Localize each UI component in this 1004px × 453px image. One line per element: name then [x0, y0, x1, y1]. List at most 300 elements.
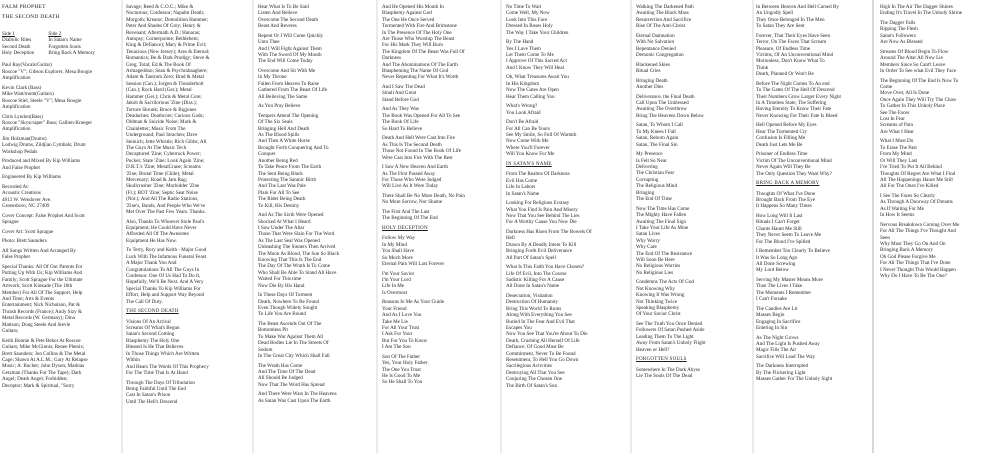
text-line: Chris Lyndon(Bass) [2, 113, 43, 120]
stanza [258, 68, 370, 100]
text-line: For All Your Trust [382, 324, 420, 331]
text-line: I Take Your Life As Mine [636, 224, 689, 231]
stanza [636, 78, 750, 91]
text-line: Satan, Reborn Again [636, 135, 679, 142]
fold-line [752, 0, 754, 453]
text-line: The Birth Of Satan's Son [506, 382, 558, 389]
text-line: And I Will Fight Against Them [258, 45, 322, 52]
lyrics-column [506, 4, 626, 392]
text-line: Special Thanks: All Of Our Parents For [2, 264, 83, 271]
text-line: Or Will They Last [880, 157, 918, 164]
text-line: All Done In Satan's Name [506, 283, 560, 290]
text-line: Member) For All Of The Support, Help [2, 289, 83, 296]
text-line: He Is Good To Me [382, 373, 421, 379]
text-line: Unleashing The Sinners Then Arrived [258, 244, 336, 251]
text-line: I See The Faces So Clearly [880, 192, 936, 199]
fold-line [500, 0, 502, 453]
stanza [756, 277, 868, 303]
stanza [258, 391, 370, 404]
text-line: Away From Satan's Unholy Flight [636, 340, 706, 347]
stanza [126, 247, 248, 305]
text-line: They Once Belonged In The Men [756, 16, 825, 23]
text-line: Bring The Heavens Down Below [636, 112, 704, 119]
text-line: Afforded All Of The Awesome [126, 231, 189, 238]
text-line: Unto Thee [258, 39, 280, 46]
text-line: Leading Them To The Light [636, 333, 694, 340]
stanza [880, 78, 1002, 136]
text-line: The One He Once Served [382, 16, 435, 23]
fold-line [376, 0, 378, 453]
text-line: Listen And Believe [258, 10, 298, 17]
text-line: Around The Altar All Now Lie [880, 55, 943, 62]
stanza [506, 293, 626, 389]
stanza [506, 39, 626, 71]
text-line: Sodom [258, 346, 273, 353]
text-line: King & Defiance); Mary & Prime Evil; [126, 42, 207, 49]
text-line: The Moments I Remember [756, 289, 812, 296]
text-line: It Was So Long Ago [756, 254, 798, 261]
text-line: In These Days Of Torment [258, 292, 313, 299]
text-line: Until The Hell's Descend [126, 398, 178, 405]
text-line: Are Now As Blessed [880, 39, 923, 46]
text-line: Along With Everything You See [506, 312, 572, 319]
text-line: Terror, On The Faces That Scream [756, 39, 827, 46]
text-line: Now That The Word Has Spread [258, 381, 325, 388]
text-line: You Shall Have [382, 248, 415, 255]
text-line: Pleasure, Of Endless Time [756, 45, 811, 52]
page-seam [872, 0, 874, 453]
text-line: With The Sword Of My Mouth [258, 52, 322, 59]
text-line: In My Mind [382, 241, 407, 248]
text-line: To Terry, Rory and Keith - Major Good [126, 247, 207, 254]
text-line: Son Of The Father [382, 353, 420, 360]
text-line: As The Night Grows [756, 334, 799, 341]
text-line: Masses Begin [756, 312, 785, 319]
text-line: In Satan's Name [506, 190, 540, 197]
text-line: Rituals I Can't Forget [756, 219, 800, 226]
text-line: Tenacious (New Jersey); Ares & Eternal; [126, 48, 210, 55]
text-line: Gathered From The Beast Of Life [258, 87, 328, 94]
text-line: Death, Planned Or Won't Be [756, 71, 814, 78]
text-line: Not Thinking Twice [636, 298, 678, 305]
text-line: Magic Fills The Air [756, 347, 797, 354]
track-title: Diabolic Rites [2, 37, 32, 44]
song-title: HOLY DECEPTION [382, 224, 428, 231]
stanza [756, 81, 868, 119]
text-line: Jakob & Sacrilorious 'Zine (Diss.); [126, 100, 197, 107]
text-line: Are What I Hear [880, 128, 914, 135]
text-line: Lie The Souls Of The Dead [636, 373, 693, 379]
text-line: I'm Your Lord [382, 276, 411, 283]
stanza [756, 306, 868, 332]
text-line: Dressed In Roses Holy [506, 23, 553, 30]
text-line: Followers Of Satan Pushed Aside [636, 327, 705, 334]
text-line: Chainletter; Music From The [126, 125, 186, 132]
text-line: Hear What Is To Be Said [258, 4, 309, 10]
stanza [258, 103, 370, 109]
text-line: Beast And Reveres [258, 23, 297, 30]
text-line: Screams Of What's Begun [126, 325, 180, 332]
text-line: Equipment; He Could Have Never [126, 225, 197, 231]
text-line: Bringing [636, 189, 655, 196]
text-line: Luck With The Infamous Funeral Feast [126, 253, 207, 260]
text-line: Keith Bonnie & Pete Bekor At Roscoe [2, 337, 81, 344]
text-line: And He Opened His Mouth In [382, 4, 444, 10]
text-line: Victims, Of An Unconventional Mind [756, 52, 834, 59]
text-line: Angel; Death Angel; Forbidden; [2, 376, 68, 383]
tracklist [2, 31, 120, 57]
text-line: Satan's Followers [880, 32, 916, 39]
text-line: To My Knees I Fall [636, 128, 676, 135]
text-line: No Time To Wait [506, 4, 542, 10]
text-line: With No Salvation [636, 39, 674, 46]
album-title: THE SECOND DEATH [2, 13, 60, 20]
text-line: Reasons In Me As Your Guide [382, 299, 444, 306]
text-line: False Prophet [2, 254, 30, 261]
text-line: Blasphemy The Holy One [126, 337, 180, 344]
text-line: Eternal Damnation [636, 32, 675, 39]
text-line: To Erase The Past [880, 144, 917, 151]
text-line: Acoustic Creations [2, 190, 41, 197]
text-line: To Make War Against Them All [258, 333, 324, 340]
lyrics-column [880, 4, 1002, 283]
text-line: Look Into This Face [506, 16, 548, 23]
text-line: The Rider Being Death [258, 196, 306, 203]
stanza [756, 4, 868, 30]
text-line: Bottomless Pit [258, 327, 288, 334]
text-line: In His Kingdom [506, 80, 540, 87]
text-line: Cast In Satan's Prison [126, 392, 171, 399]
text-line: I Saw A New Heaven And Earth [382, 164, 448, 171]
text-line: You Look Afraid [506, 109, 541, 116]
track-title: Bring Back A Memory [48, 50, 95, 56]
text-line: D.R.T.'s 'Zine; MetalCrane; Screams [126, 164, 201, 171]
text-line: Greg; Total; Ed & The Book Of [126, 61, 191, 68]
stanza [506, 4, 626, 36]
stanza [636, 151, 750, 202]
text-line: I've Tried To Put It All Behind [880, 164, 942, 171]
text-line: To Take Peace From The Earth [258, 164, 322, 171]
text-line: To Life You Are Bound [258, 311, 306, 318]
text-line: Another Dies [636, 84, 664, 91]
text-line: Ludwig Drums, Zildjian Cymbals; Drum [2, 142, 86, 149]
text-line: Family; Scott Sprague For the Ultimate [2, 276, 83, 283]
text-line: (Fr.); BOT 'Zine; Septic Seat Noise [126, 189, 198, 196]
text-line: Plain For All To See [258, 189, 300, 196]
stanza [382, 135, 494, 161]
text-line: For All Can Be Yours [506, 125, 551, 132]
text-line: Bringing Death [636, 77, 668, 84]
text-line: Getzman (Thanks For The Tape); Dark [2, 369, 82, 376]
text-line: Amplification [2, 104, 31, 111]
text-line: Rise Of The Anti-Christ [636, 23, 686, 30]
text-line: Nervous Breakdown Coming Over Me [880, 221, 960, 228]
stanza [126, 380, 248, 406]
text-line: Somewhere In The Dark Abyss [636, 366, 700, 373]
stanza [880, 20, 1002, 46]
text-line: Produced and Mixed By Kip Williams [2, 158, 81, 165]
lyrics-column [756, 4, 868, 386]
text-line: Fallen From Heaven To Raise [258, 80, 319, 87]
text-line: The Darkness Interrupted [756, 363, 809, 370]
text-line: No Religious Lies [636, 269, 674, 276]
text-line: Knowing It Was Wrong [636, 292, 685, 299]
text-line: Drawn By A Deadly Intent To Kill [506, 241, 577, 248]
stanza [506, 229, 626, 261]
text-line: But For You To Know [382, 337, 428, 344]
credits-column [2, 4, 120, 392]
text-line: Putting Up With Us; Kip Williams And [2, 270, 83, 277]
text-line: Your Friend [382, 305, 407, 312]
text-line: I Ask For Your [382, 331, 413, 338]
text-line: To The Gates Of The Hell Of Descend [756, 87, 835, 94]
text-line: All Songs Written And Arranged By [2, 248, 76, 255]
text-line: Being Faithful Until The End [126, 385, 186, 392]
text-line: Now You See That You're About To Die [506, 331, 588, 338]
stanza [2, 136, 120, 155]
text-line: See My Smile, So Full Of Warmth [506, 132, 577, 139]
text-line: Tormented With Fire And Brimstone [382, 23, 457, 30]
lyrics-column [258, 4, 370, 407]
side-1 [2, 31, 34, 57]
stanza [506, 264, 626, 290]
text-line: Masses Gather For The Unholy Sight [756, 376, 833, 383]
text-line: And The Abominations Of The Earth [382, 61, 458, 68]
text-line: For The Blood I've Spilled [756, 238, 811, 245]
text-line: As Through A Doorway Of Dreams [880, 199, 953, 206]
text-line: The Christian Fear [636, 170, 675, 177]
text-line: I Remember Too Clearly To Believe [756, 248, 830, 255]
text-line: Romantics; Be & Dark Prodigy; Steve & [126, 55, 210, 62]
text-line: My Presence [636, 151, 663, 158]
text-line: Peter And Shades Of Grey; Henry & [126, 23, 201, 30]
text-line: Nocturnus; Confessor; Napalm Death; [126, 10, 205, 17]
text-line: As You Pray Believe [258, 103, 301, 110]
stanza [258, 212, 370, 289]
text-line: Serving My Master Means More [756, 276, 823, 283]
text-line: Let Them Come To Me [506, 52, 554, 59]
credits-text [2, 62, 120, 389]
text-line: The Beast Ascends Out Of The [258, 321, 322, 327]
text-line: 'Zine; Brutal Time (Chile); Metal [126, 170, 194, 177]
stanza [382, 299, 494, 350]
text-line: Overcome The Second Death [258, 16, 319, 23]
text-line: For His Mark They Will Burn [382, 42, 443, 49]
text-line: What I Must Do [880, 138, 914, 145]
text-line: Destruction Of Humanity [506, 299, 559, 306]
text-line: Darkness Has Risen From The Bowels Of [506, 228, 592, 235]
text-line: Is Overmost [382, 289, 408, 296]
text-line: Shocked At What I Heard [258, 218, 311, 225]
column-text [258, 4, 370, 404]
stanza [126, 219, 248, 245]
text-line: Knowing That This Is The End [258, 256, 322, 263]
fold-line [630, 0, 632, 453]
text-line: Take Me Lie [382, 318, 408, 325]
fold-line [121, 0, 123, 453]
text-line: Is Felt So Near [636, 157, 667, 164]
column-text [126, 4, 248, 405]
text-line: The Day Of The Wrath Is To Come [258, 263, 331, 270]
text-line: And The Last Was Pale [258, 183, 306, 190]
stanza [382, 193, 494, 206]
text-line: All Done Screwing [756, 260, 796, 267]
text-line: The End Of The Resistance [636, 250, 693, 257]
text-line: There Shall Be No More Death, No Pain [382, 192, 465, 199]
stanza [2, 338, 120, 389]
text-line: As The Last Seal Was Opened [258, 237, 320, 244]
text-line: Bringing Forth Evil Deliverance [506, 248, 573, 255]
stanza [2, 213, 120, 226]
text-line: The Sent Being Black [258, 170, 303, 177]
text-line: Why Care [636, 244, 657, 251]
text-line: Members Since So Cant't Leave [880, 61, 946, 68]
text-line: Come Well, My Now [506, 10, 550, 17]
text-line: And Time; Arts & Events [2, 296, 55, 303]
text-line: Thrash Records (France); Andy Sizy & [2, 308, 82, 315]
text-line: As Satan Was Cast Upon The Earth [258, 397, 331, 404]
stanza [636, 33, 750, 59]
text-line: The Way I Take Your Children [506, 29, 569, 36]
text-line: Bring This World To Ruins [506, 305, 562, 312]
text-line: It Happens So Many Times [756, 203, 812, 210]
text-line: Satan, To Whom I Call [636, 122, 683, 129]
stanza [258, 4, 370, 30]
text-line: Paul Ray(Vocals/Guitar) [2, 62, 52, 69]
text-line: Artwork; Scott Kinkade (The 18th [2, 283, 73, 290]
track-title: Forgotten Souls [48, 43, 81, 50]
text-line: Blasphemy Against God [382, 10, 432, 17]
text-line: All The Happenings Haunt Me Still [880, 176, 953, 183]
side-heading: Side 2 [48, 30, 62, 37]
song-title: THE SECOND DEATH [126, 308, 179, 315]
text-line: Now That You See Behind The Lies [506, 212, 580, 219]
stanza [2, 62, 120, 81]
text-line: Now The Gates Are Open [506, 87, 559, 94]
text-line: Decaptured 'Zine; Cyberrock Power; [126, 151, 201, 158]
text-line: Stand Before God [382, 96, 419, 103]
text-line: In The Great City Which Shall Fall [258, 353, 330, 360]
text-line: Don't Be Afraid [506, 119, 539, 126]
stanza [382, 4, 494, 81]
text-line: The Religious Mind [636, 183, 678, 190]
lyrics-column [382, 4, 494, 389]
text-line: Oldman & Suicide Noise; Mark & [126, 119, 197, 126]
text-line: Eternal Pain Will Last Forever [382, 260, 445, 267]
stanza [636, 279, 750, 317]
text-line: Session (Can.); Jorgen & Thunderbolt [126, 80, 204, 87]
text-line: Awaiting The Overthrow [636, 106, 687, 113]
song-title: BRING BACK A MEMORY [756, 180, 820, 187]
text-line: Autopsy; Cornerpointe; Bethlehem; [126, 36, 199, 43]
stanza [636, 94, 750, 120]
text-line: Confusion Is Filling Me [756, 135, 806, 142]
text-line: Mattson; Doug Steele And Stevie [2, 321, 71, 328]
stanza [258, 33, 370, 65]
text-line: Satan, The Final Sin [636, 141, 678, 148]
text-line: All Should Be Judged [258, 375, 303, 382]
stanza [506, 200, 626, 226]
text-line: They Never Seem To Leave Me [756, 232, 822, 239]
text-line: And The Time Of The Dead [258, 369, 316, 376]
text-line: Equipment He Has Now. [126, 237, 177, 244]
text-line: All Part Of Satan's Spell [506, 254, 556, 261]
stanza [382, 271, 494, 297]
text-line: No Religious Worries [636, 263, 681, 270]
column-text [880, 4, 1002, 279]
text-line: Congratulations To All The Guys In [126, 266, 200, 273]
text-line: All For The Ones I've Killed [880, 183, 939, 190]
text-line: Heaven or Hell? [636, 346, 670, 353]
text-line: Escapes You [506, 324, 532, 331]
text-line: The Moon As Blood, The Sun So Black [258, 250, 340, 257]
text-line: To Gather In This Unholy Place [880, 103, 946, 110]
text-line: The Kingdom Of The Beast Was Full Of [382, 48, 465, 55]
text-line: Now The Time Has Come [636, 205, 690, 212]
text-line: And Hears The Words Of This Prophecy [126, 363, 209, 370]
text-line: Where You'll Forever [506, 144, 550, 151]
text-line: Ritual Cries [636, 68, 661, 75]
text-line: Deadaches; Deathcore; Curious Gods; [126, 112, 204, 119]
text-line: Repentance Denied [636, 45, 676, 52]
text-line: Victim Of The Unconventional Mind [756, 157, 832, 164]
text-line: Adam & Tantrum Zero; Brad & Metal [126, 74, 204, 81]
text-line: And Then A White Horse [258, 138, 310, 145]
text-line: Steinich; Jette Whistle; Rich Gibbs; All [126, 138, 207, 145]
text-line: And I Saw The Dead [382, 84, 425, 91]
text-line: Now Come With Me [506, 138, 549, 145]
text-line: Roscoe Stiel, Steele "V"; Mesa Boogie [2, 97, 82, 104]
text-line: The Beginning Of The End Is Now To [880, 77, 959, 84]
text-line: I Never Thought This Would Happen [880, 266, 956, 273]
text-line: Death, Crushing All Herself Of Life [506, 337, 580, 344]
text-line: Of The Six Seals [258, 119, 293, 126]
stanza [636, 367, 750, 380]
text-line: So Hard To Believe [382, 125, 423, 132]
text-line: Demonic Congregation [636, 52, 684, 59]
text-line: From My Mind [880, 151, 912, 158]
text-line: Motionless, Don't Know What To [756, 58, 825, 65]
stanza [506, 119, 626, 157]
stanza [258, 113, 370, 209]
text-line: An Ungodly Spell [756, 10, 794, 17]
stanza [636, 321, 750, 353]
text-line: Satan's Second Coming [126, 331, 175, 338]
stanza [756, 33, 868, 78]
text-line: Sadistic Killing For A Cause [506, 276, 565, 283]
track-title: Holy Deception [2, 50, 35, 56]
column-text [756, 4, 868, 383]
text-line: Within [126, 357, 140, 364]
stanza [506, 171, 626, 197]
text-line: Seen [880, 234, 890, 241]
text-line: The Mighty Have Fallen [636, 212, 687, 219]
text-line: Looking For Religious Ecstasy [506, 200, 570, 207]
text-line: Dead Bodies Lie In The Streets Of [258, 340, 329, 347]
text-line: Sacrifice Will Lead The Way [756, 353, 816, 360]
text-line: I Can't Forsake [756, 296, 787, 303]
text-line: By The Hand [506, 39, 534, 46]
text-line: The One You Trust [382, 366, 421, 373]
text-line: To Kill, His Destiny [258, 202, 300, 209]
text-line: And There Were Wars In The Heavens [258, 391, 337, 398]
side-heading: Side 1 [2, 30, 15, 37]
text-line: What's Wrong? [506, 103, 538, 110]
text-line: Engaging In Sacrifice [756, 318, 801, 325]
text-line: For A Worthy Cause You Now Die [506, 219, 577, 226]
text-line: Ending It's Travel In The Unholy Shrine [880, 10, 963, 17]
text-line: Think [756, 64, 769, 71]
